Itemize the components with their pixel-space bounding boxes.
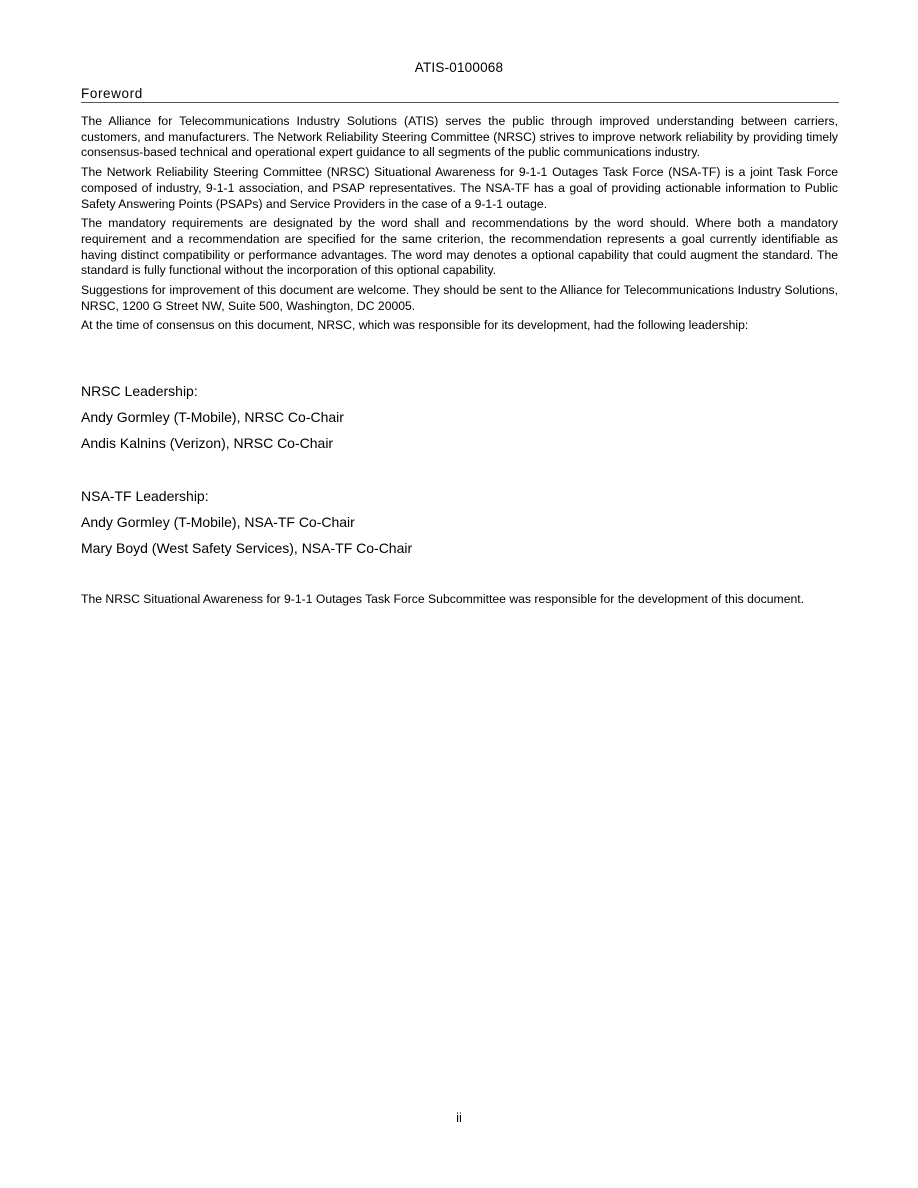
foreword-body	[81, 114, 838, 338]
paragraph-closing-responsibility: The NRSC Situational Awareness for 9-1-1 Outages Task Force Subcommittee was responsible for the development of this document.	[81, 592, 805, 606]
document-id-header: ATIS-0100068	[414, 60, 504, 75]
nrsc-leadership-block	[81, 382, 838, 460]
paragraph-requirements-language: The mandatory requirements are designated by the word shall and recommendations by the word should. Where both a mandatory requirement and a recommendation are specified for the same criterion, the recommendation represents a goal currently identifiable as having distinct compatibility or performance advantages. The word may denotes a optional capability that could augment the standard. The standard is fully functional without the incorporation of this optional capability.	[81, 216, 838, 278]
section-heading-foreword: Foreword	[81, 86, 839, 103]
paragraph-nsa-tf-description: The Network Reliability Steering Committee (NRSC) Situational Awareness for 9-1-1 Outages Task Force (NSA-TF) is a joint Task Force composed of industry, 9-1-1 association, and PSAP representatives. The NSA-TF has a goal of providing actionable information to Public Safety Answering Points (PSAPs) and Service Providers in the case of a 9-1-1 outage.	[81, 165, 838, 211]
paragraph-suggestions: Suggestions for improvement of this document are welcome. They should be sent to the Alliance for Telecommunications Industry Solutions, NRSC, 1200 G Street NW, Suite 500, Washington, DC 20005.	[81, 283, 838, 313]
nrsc-leader-2: Andis Kalnins (Verizon), NRSC Co-Chair	[81, 435, 334, 451]
nrsc-leadership-heading: NRSC Leadership:	[81, 383, 198, 399]
nsa-tf-leadership-block	[81, 487, 838, 565]
nsa-tf-leader-2: Mary Boyd (West Safety Services), NSA-TF Co-Chair	[81, 540, 413, 556]
nrsc-leader-1: Andy Gormley (T-Mobile), NRSC Co-Chair	[81, 409, 344, 425]
nsa-tf-leader-1: Andy Gormley (T-Mobile), NSA-TF Co-Chair	[81, 514, 355, 530]
paragraph-consensus-leadership: At the time of consensus on this document, NRSC, which was responsible for its development, had the following leadership:	[81, 318, 749, 333]
nsa-tf-leadership-heading: NSA-TF Leadership:	[81, 488, 209, 504]
page-number: ii	[456, 1110, 462, 1125]
paragraph-atis-intro: The Alliance for Telecommunications Industry Solutions (ATIS) serves the public through improved understanding between carriers, customers, and manufacturers. The Network Reliability Steering Committee (NRSC) strives to improve network reliability by providing timely consensus-based technical and operational expert guidance to all segments of the public communications industry.	[81, 114, 838, 160]
